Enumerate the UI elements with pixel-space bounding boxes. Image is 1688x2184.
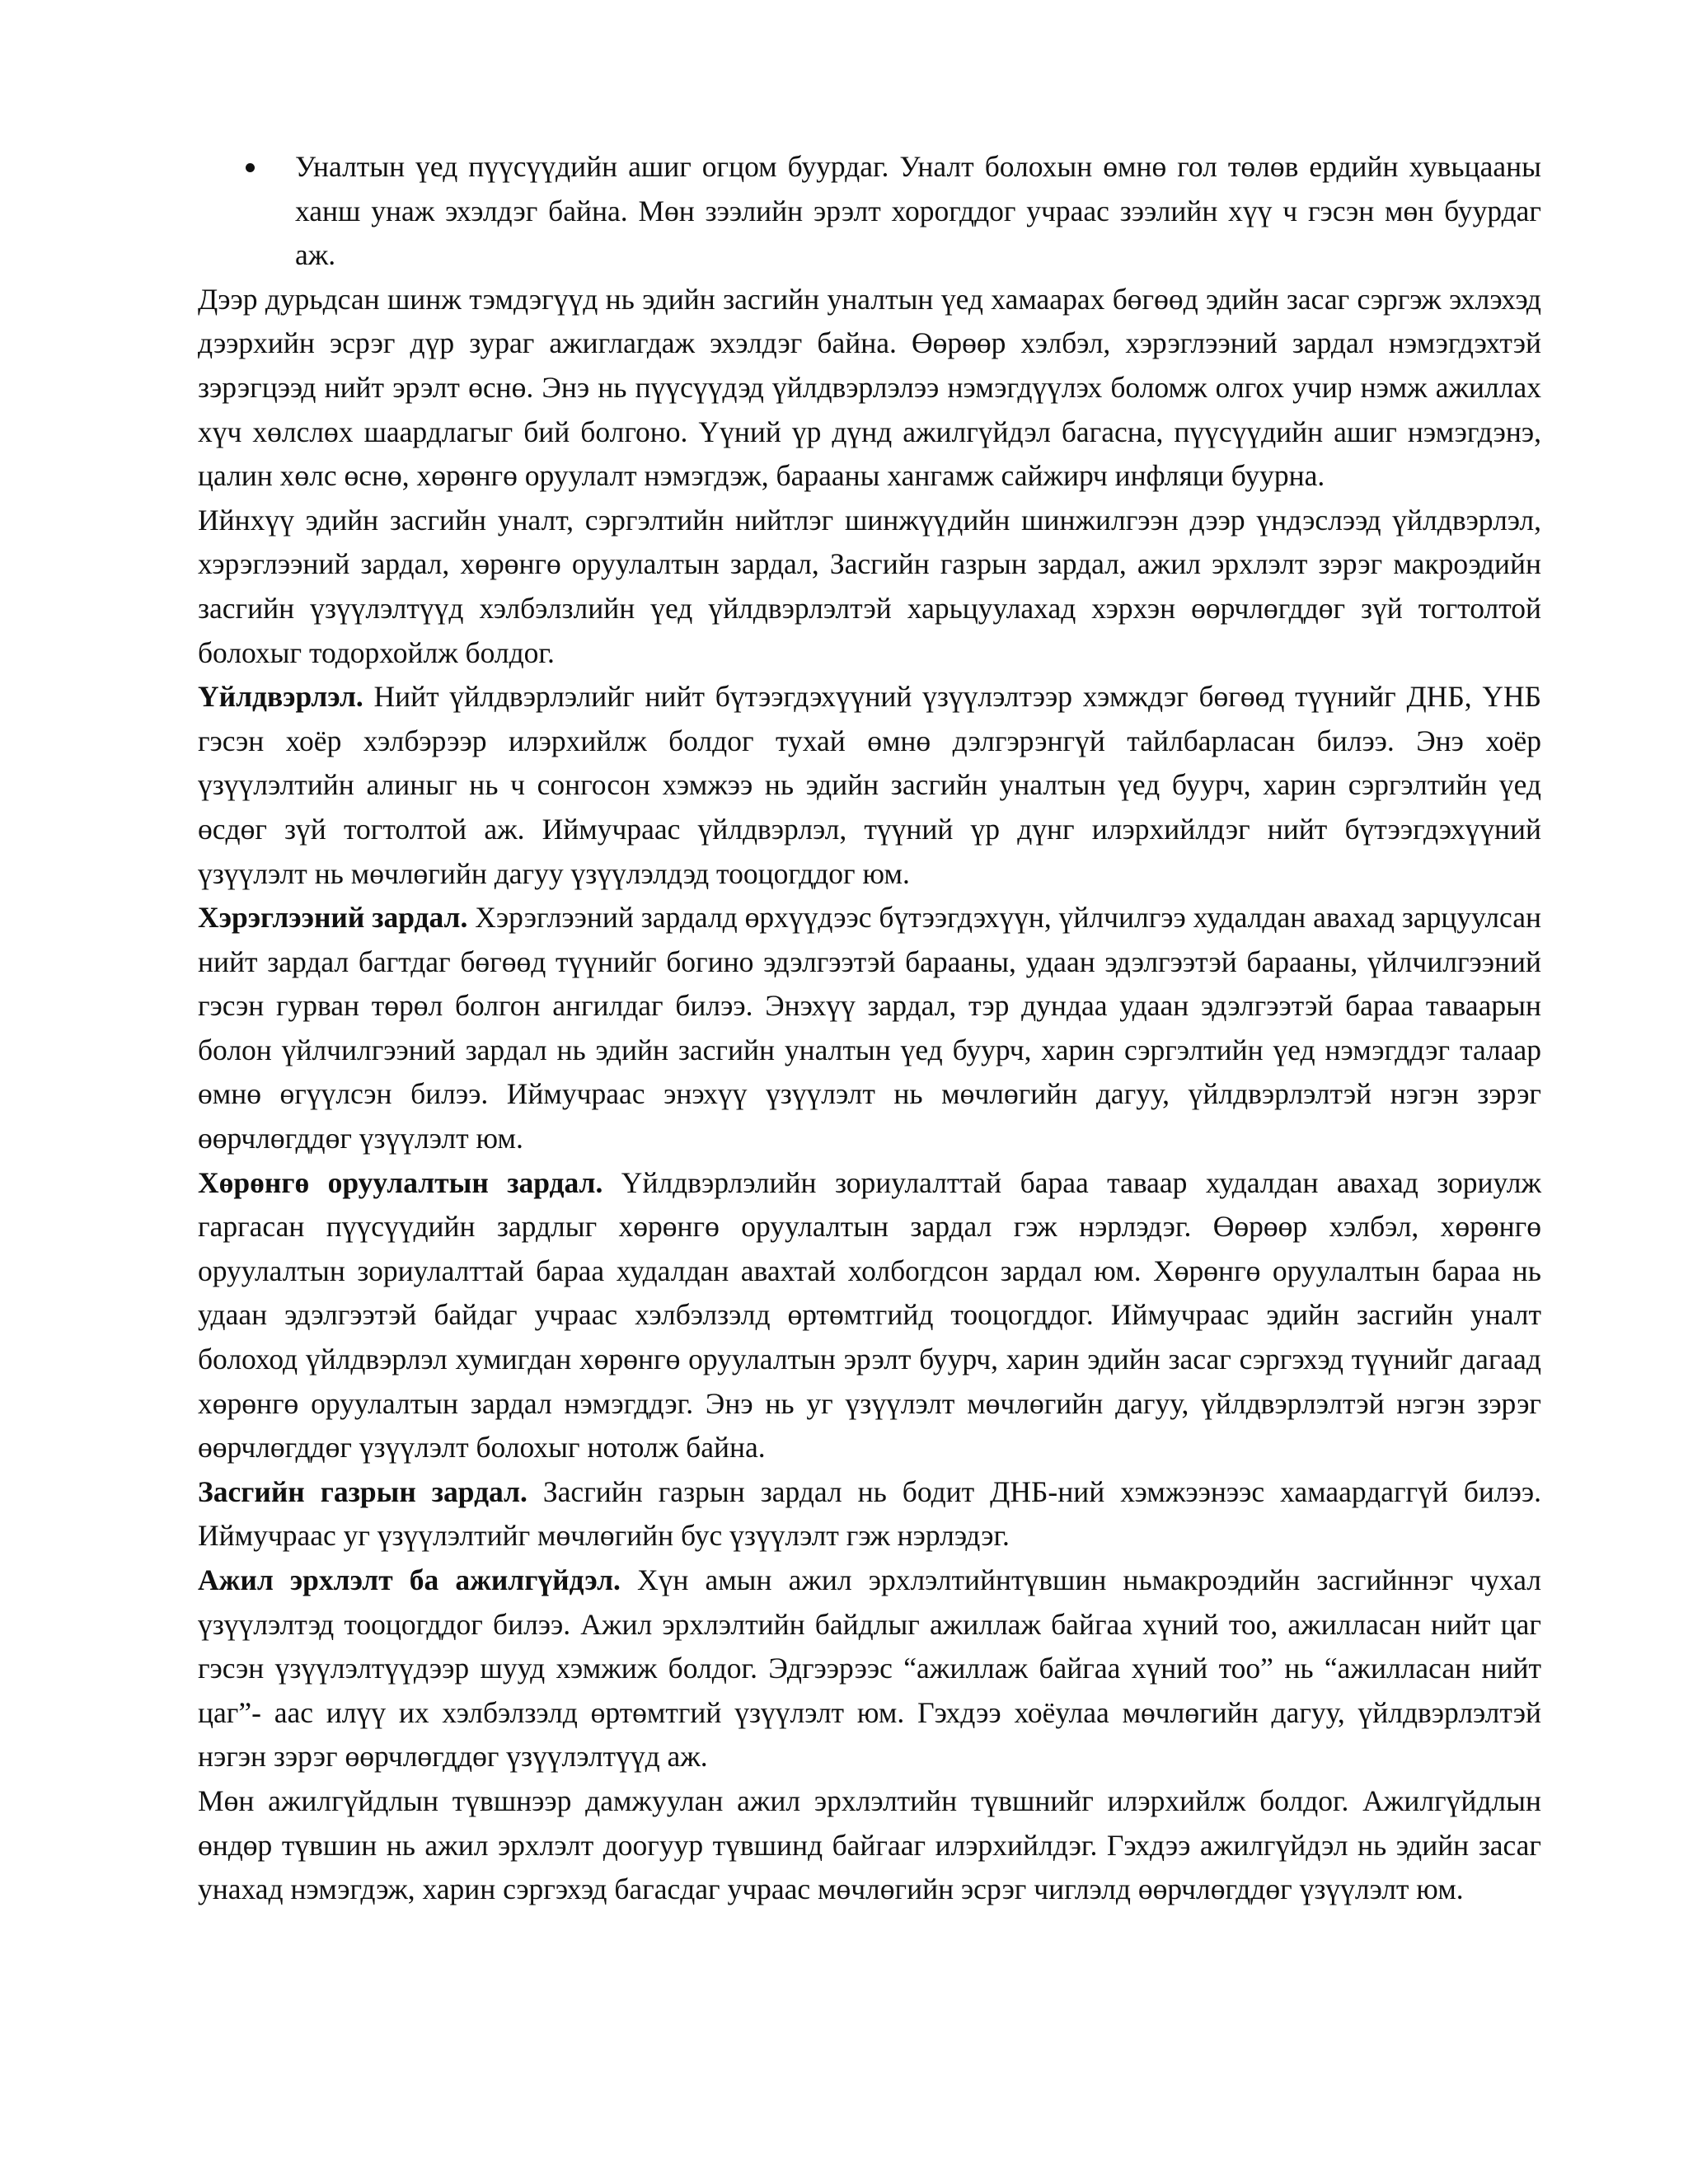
paragraph-employment [198,1558,1541,1779]
paragraph-summary: Ийнхүү эдийн засгийн уналт, сэргэлтийн нийтлэг шинжүүдийн шинжилгээн дээр үндэслээд үйлдвэрлэл, хэрэглээний зардал, хөрөнгө оруулалтын зардал, Засгийн газрын зардал, ажил эрхлэлт зэрэг макроэдийн засгийн үзүүлэлтүүд хэлбэлзлийн үед үйлдвэрлэлтэй харьцуулахад хэрхэн өөрчлөгддөг зүй тогтолтой болохыг тодорхойлж болдог. [198,503,1541,669]
paragraph-unemployment: Мөн ажилгүйдлын түвшнээр дамжуулан ажил эрхлэлтийн түвшнийг илэрхийлж болдог. Ажилгүйдлын өндөр түвшин нь ажил эрхлэлт доогуур түвшинд байгааг илэрхийлдэг. Гэхдээ ажилгүйдэл нь эдийн засаг унахад нэмэгдэж, харин сэргэхэд багасдаг учраас мөчлөгийн эсрэг чиглэлд өөрчлөгддөг үзүүлэлт юм. [198,1783,1541,1906]
text-investment: Үйлдвэрлэлийн зориулалттай бараа таваар худалдан авахад зориулж гаргасан пүүсүүдийн зардлыг хөрөнгө оруулалтын зардал гэж нэрлэдэг. Өөрөөр хэлбэл, хөрөнгө оруулалтын зориулалттай бараа худалдан авахтай холбогдсон зардал юм. Хөрөнгө оруулалтын бараа нь удаан эдэлгээтэй байдаг учраас хэлбэлзэлд өртөмтгийд тооцогддог. Иймучраас эдийн засгийн уналт болоход үйлдвэрлэл хумигдан хөрөнгө оруулалтын эрэлт буурч, харин эдийн засаг сэргэхэд түүнийг дагаад хөрөнгө оруулалтын зардал нэмэгддэг. Энэ нь уг үзүүлэлт мөчлөгийн дагуу, үйлдвэрлэлтэй нэгэн зэрэг өөрчлөгддөг үзүүлэлт болохыг нотолж байна. [198,1165,1541,1465]
paragraph-government [198,1470,1541,1558]
heading-employment: Ажил эрхлэлт ба ажилгүйдэл. [198,1563,621,1596]
heading-consumption: Хэрэглээний зардал. [198,901,468,935]
paragraph-intro: Дээр дурьдсан шинж тэмдэгүүд нь эдийн засгийн уналтын үед хамаарах бөгөөд эдийн засаг сэргэж эхлэхэд дээрхийн эсрэг дүр зураг ажиглагдаж эхэлдэг байна. Өөрөөр хэлбэл, хэрэглээний зардал нэмэгдэхтэй зэрэгцээд нийт эрэлт өснө. Энэ нь пүүсүүдэд үйлдвэрлэлээ нэмэгдүүлэх боломж олгох учир нэмж ажиллах хүч хөлслөх шаардлагыг бий болгоно. Үүний үр дүнд ажилгүйдэл багасна, пүүсүүдийн ашиг нэмэгдэнэ, цалин хөлс өснө, хөрөнгө оруулалт нэмэгдэж, барааны хангамж сайжирч инфляци буурна. [198,282,1541,493]
bullet-icon [246,163,255,172]
text-consumption: Хэрэглээний зардалд өрхүүдээс бүтээгдэхүүн, үйлчилгээ худалдан авахад зарцуулсан нийт зардал багтдаг бөгөөд түүнийг богино эдэлгээтэй барааны, удаан эдэлгээтэй барааны, үйлчилгээний гэсэн гурван төрөл болгон ангилдаг билээ. Энэхүү зардал, тэр дундаа удаан эдэлгээтэй бараа таваарын болон үйлчилгээний зардал нь эдийн засгийн уналтын үед буурч, харин сэргэлтийн үед нэмэгддэг талаар өмнө өгүүлсэн билээ. Иймучраас энэхүү үзүүлэлт нь мөчлөгийн дагуу, үйлдвэрлэлтэй нэгэн зэрэг өөрчлөгддөг үзүүлэлт юм. [198,901,1541,1155]
heading-production: Үйлдвэрлэл. [198,680,363,714]
heading-investment: Хөрөнгө оруулалтын зардал. [198,1165,603,1199]
heading-government: Засгийн газрын зардал. [198,1474,528,1508]
text-production: Нийт үйлдвэрлэлийг нийт бүтээгдэхүүний үзүүлэлтээр хэмждэг бөгөөд түүнийг ДНБ, ҮНБ гэсэн хоёр хэлбэрээр илэрхийлж болдог тухай өмнө дэлгэрэнгүй тайлбарласан билээ. Энэ хоёр үзүүлэлтийн алиныг нь ч сонгосон хэмжээ нь эдийн засгийн уналтын үед буурч, харин сэргэлтийн үед өсдөг зүй тогтолтой аж. Иймучраас үйлдвэрлэл, түүний үр дүнг илэрхийлдэг нийт бүтээгдэхүүний үзүүлэлт нь мөчлөгийн дагуу үзүүлэлдэд тооцогддог юм. [198,680,1541,890]
paragraph-production [198,675,1541,896]
bullet-text: Уналтын үед пүүсүүдийн ашиг огцом буурдаг. Уналт болохын өмнө гол төлөв ердийн хувьцааны ханш унаж эхэлдэг байна. Мөн зээлийн эрэлт хорогддог учраас зээлийн хүү ч гэсэн мөн буурдаг аж. [295,150,1541,272]
text-employment: Хүн амын ажил эрхлэлтийнтүвшин ньмакроэдийн засгийннэг чухал үзүүлэлтэд тооцогддог билээ. Ажил эрхлэлтийн байдлыг ажиллаж байгаа хүний тоо, ажилласан нийт цаг гэсэн үзүүлэлтүүдээр шууд хэмжиж болдог. Эдгээрээс “ажиллаж байгаа хүний тоо” нь “ажилласан нийт цаг”- аас илүү их хэлбэлзэлд өртөмтгий үзүүлэлт юм. Гэхдээ хоёулаа мөчлөгийн дагуу, үйлдвэрлэлтэй нэгэн зэрэг өөрчлөгддөг үзүүлэлтүүд аж. [198,1563,1541,1774]
paragraph-consumption [198,896,1541,1161]
paragraph-investment [198,1161,1541,1470]
text-government: Засгийн газрын зардал нь бодит ДНБ-ний хэмжээнээс хамаардаггүй билээ. Иймучраас уг үзүүлэлтийг мөчлөгийн бус үзүүлэлт гэж нэрлэдэг. [198,1474,1541,1553]
bullet-list-item [198,145,1541,278]
document-page [198,145,1541,1912]
